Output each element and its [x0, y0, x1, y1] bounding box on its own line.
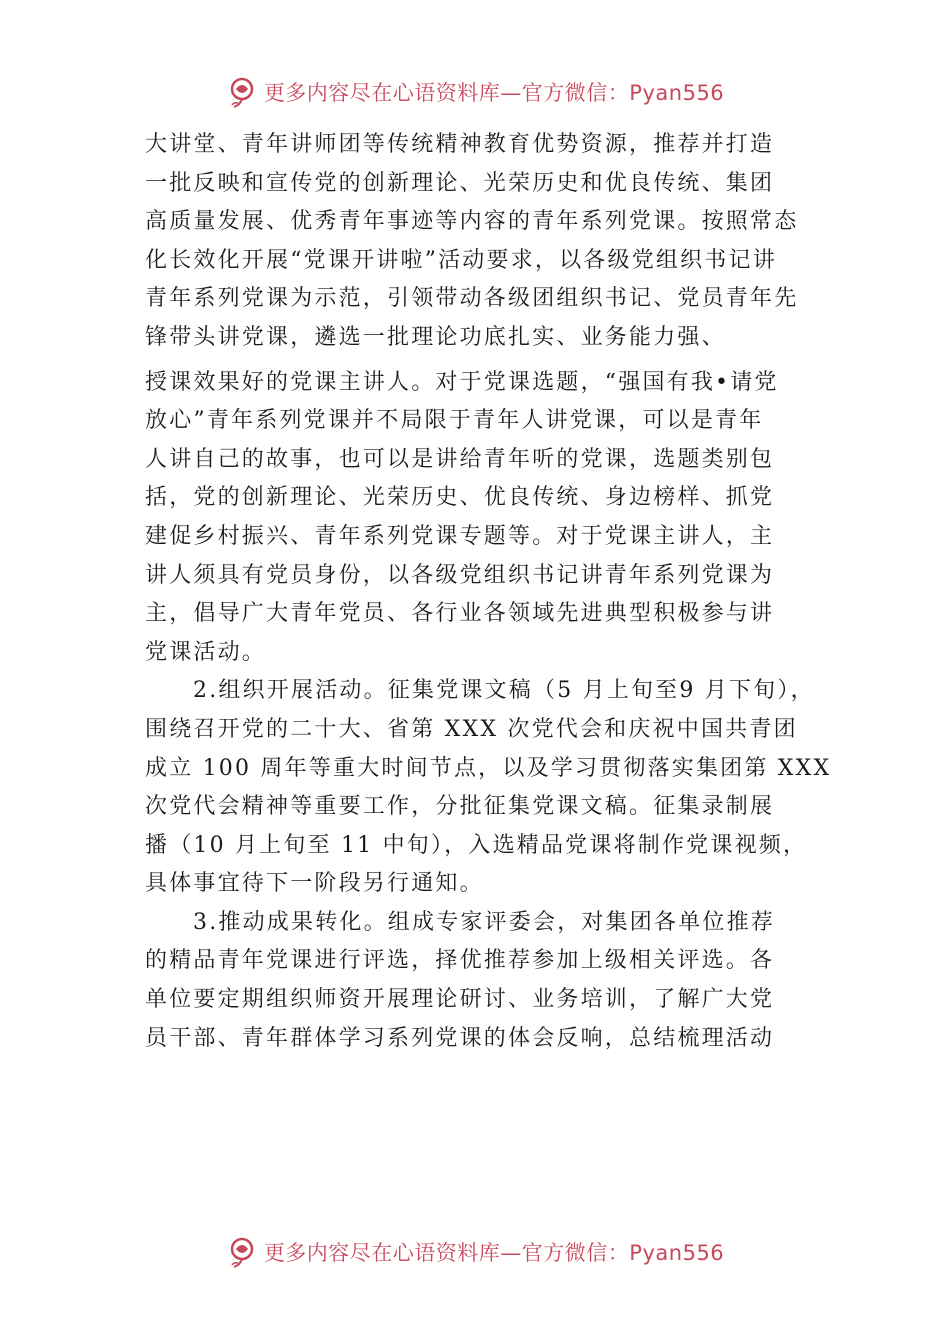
footer-watermark-text: 更多内容尽在心语资料库—官方微信：Pyan556: [263, 1241, 725, 1265]
document-body: [145, 126, 832, 1058]
text-line: 括，党的创新理论、光荣历史、优良传统、身边榜样、抓党: [145, 485, 775, 511]
text-line: 人讲自己的故事，也可以是讲给青年听的党课，选题类别包: [145, 446, 775, 472]
text-line: 单位要定期组织师资开展理论研讨、业务培训，了解广大党: [145, 987, 775, 1013]
text-line: 锋带头讲党课，遴选一批理论功底扎实、业务能力强、: [145, 324, 726, 350]
text-line: 主，倡导广大青年党员、各行业各领域先进典型积极参与讲: [145, 601, 775, 627]
text-line: 具体事宜待下一阶段另行通知。: [145, 871, 484, 897]
text-line: 青年系列党课为示范，引领带动各级团组织书记、党员青年先: [145, 286, 799, 312]
footer-watermark: [0, 1230, 950, 1274]
text-line: 次党代会精神等重要工作，分批征集党课文稿。征集录制展: [145, 794, 775, 820]
rose-logo-icon: [226, 1235, 260, 1269]
text-line: 员干部、青年群体学习系列党课的体会反响，总结梳理活动: [145, 1025, 775, 1051]
text-line: 讲人须具有党员身份，以各级党组织书记讲青年系列党课为: [145, 562, 775, 588]
rose-logo-icon: [226, 75, 260, 109]
text-line: 播（10 月上旬至 11 中旬），入选精品党课将制作党课视频，: [145, 832, 808, 858]
text-line: 成立 100 周年等重大时间节点，以及学习贯彻落实集团第 XXX: [145, 755, 832, 781]
text-line: 放心”青年系列党课并不局限于青年人讲党课，可以是青年: [145, 408, 764, 434]
text-line: 一批反映和宣传党的创新理论、光荣历史和优良传统、集团: [145, 170, 775, 196]
text-line: 党课活动。: [145, 639, 267, 665]
text-line: 高质量发展、优秀青年事迹等内容的青年系列党课。按照常态: [145, 209, 799, 235]
text-line: 的精品青年党课进行评选，择优推荐参加上级相关评选。各: [145, 948, 775, 974]
text-line: 大讲堂、青年讲师团等传统精神教育优势资源，推荐并打造: [145, 132, 775, 157]
text-line: 2.组织开展活动。征集党课文稿（5 月上旬至9 月下旬），: [193, 678, 815, 704]
header-watermark: [0, 70, 950, 114]
text-line: 3.推动成果转化。组成专家评委会，对集团各单位推荐: [193, 909, 775, 935]
text-line: 建促乡村振兴、青年系列党课专题等。对于党课主讲人，主: [145, 523, 775, 549]
text-line: 围绕召开党的二十大、省第 XXX 次党代会和庆祝中国共青团: [145, 716, 798, 742]
text-line: 化长效化开展“党课开讲啦”活动要求，以各级党组织书记讲: [145, 247, 777, 273]
text-line: 授课效果好的党课主讲人。对于党课选题，“强国有我•请党: [145, 369, 779, 395]
header-watermark-text: 更多内容尽在心语资料库—官方微信：Pyan556: [263, 81, 725, 105]
